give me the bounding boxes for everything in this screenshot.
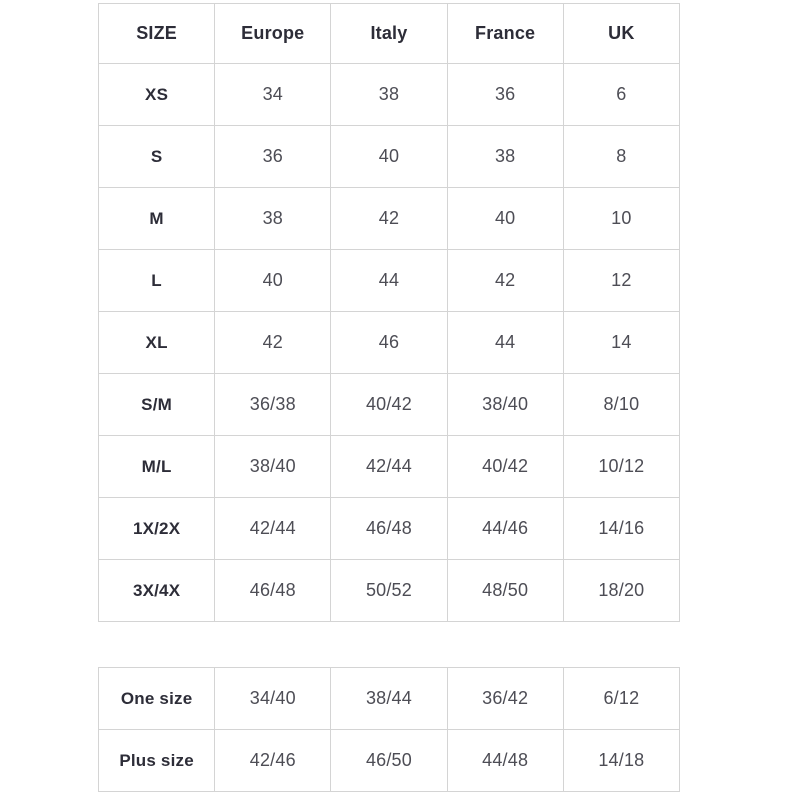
size-value-italy: 38	[331, 64, 447, 126]
size-value-uk: 6/12	[563, 668, 679, 730]
size-value-uk: 8/10	[563, 374, 679, 436]
column-header-europe: Europe	[215, 4, 331, 64]
size-value-italy: 50/52	[331, 560, 447, 622]
size-value-uk: 8	[563, 126, 679, 188]
size-conversion-table	[98, 3, 680, 622]
size-value-europe: 34/40	[215, 668, 331, 730]
size-label: XS	[99, 64, 215, 126]
size-value-france: 44	[447, 312, 563, 374]
size-label: S	[99, 126, 215, 188]
size-label: L	[99, 250, 215, 312]
size-label: XL	[99, 312, 215, 374]
size-label: S/M	[99, 374, 215, 436]
size-label: Plus size	[99, 730, 215, 792]
size-value-europe: 42/44	[215, 498, 331, 560]
size-value-france: 38	[447, 126, 563, 188]
column-header-france: France	[447, 4, 563, 64]
table-row-3x-4x	[99, 560, 680, 622]
size-value-france: 38/40	[447, 374, 563, 436]
table-row-l	[99, 250, 680, 312]
size-value-europe: 36/38	[215, 374, 331, 436]
size-label: M	[99, 188, 215, 250]
size-value-uk: 14/18	[563, 730, 679, 792]
column-header-italy: Italy	[331, 4, 447, 64]
table-row-1x-2x	[99, 498, 680, 560]
size-value-uk: 14	[563, 312, 679, 374]
size-value-europe: 38/40	[215, 436, 331, 498]
size-value-italy: 40/42	[331, 374, 447, 436]
size-conversion-table-body	[99, 64, 680, 622]
size-label: One size	[99, 668, 215, 730]
size-value-italy: 46/50	[331, 730, 447, 792]
size-value-france: 40	[447, 188, 563, 250]
size-value-italy: 42/44	[331, 436, 447, 498]
table-row-m	[99, 188, 680, 250]
size-value-france: 44/48	[447, 730, 563, 792]
size-value-uk: 10/12	[563, 436, 679, 498]
size-value-europe: 42/46	[215, 730, 331, 792]
size-value-europe: 36	[215, 126, 331, 188]
size-value-italy: 40	[331, 126, 447, 188]
size-value-uk: 10	[563, 188, 679, 250]
table-row-m-l	[99, 436, 680, 498]
size-value-italy: 38/44	[331, 668, 447, 730]
size-value-italy: 46/48	[331, 498, 447, 560]
size-label: 3X/4X	[99, 560, 215, 622]
special-sizes-table-body	[99, 668, 680, 792]
header-row	[99, 4, 680, 64]
size-value-france: 44/46	[447, 498, 563, 560]
size-value-italy: 42	[331, 188, 447, 250]
size-value-europe: 38	[215, 188, 331, 250]
special-sizes-table	[98, 667, 680, 792]
size-conversion-table-header	[99, 4, 680, 64]
column-header-size: SIZE	[99, 4, 215, 64]
table-row-s-m	[99, 374, 680, 436]
table-row-xs	[99, 64, 680, 126]
size-value-europe: 40	[215, 250, 331, 312]
size-label: M/L	[99, 436, 215, 498]
size-label: 1X/2X	[99, 498, 215, 560]
size-value-uk: 14/16	[563, 498, 679, 560]
table-row-plus-size	[99, 730, 680, 792]
size-value-uk: 18/20	[563, 560, 679, 622]
size-value-france: 48/50	[447, 560, 563, 622]
size-value-italy: 44	[331, 250, 447, 312]
size-value-uk: 6	[563, 64, 679, 126]
size-value-europe: 46/48	[215, 560, 331, 622]
column-header-uk: UK	[563, 4, 679, 64]
table-row-s	[99, 126, 680, 188]
size-value-italy: 46	[331, 312, 447, 374]
size-value-france: 36	[447, 64, 563, 126]
size-value-france: 42	[447, 250, 563, 312]
table-row-xl	[99, 312, 680, 374]
size-value-uk: 12	[563, 250, 679, 312]
size-value-europe: 34	[215, 64, 331, 126]
size-value-france: 36/42	[447, 668, 563, 730]
size-value-france: 40/42	[447, 436, 563, 498]
size-value-europe: 42	[215, 312, 331, 374]
table-row-one-size	[99, 668, 680, 730]
